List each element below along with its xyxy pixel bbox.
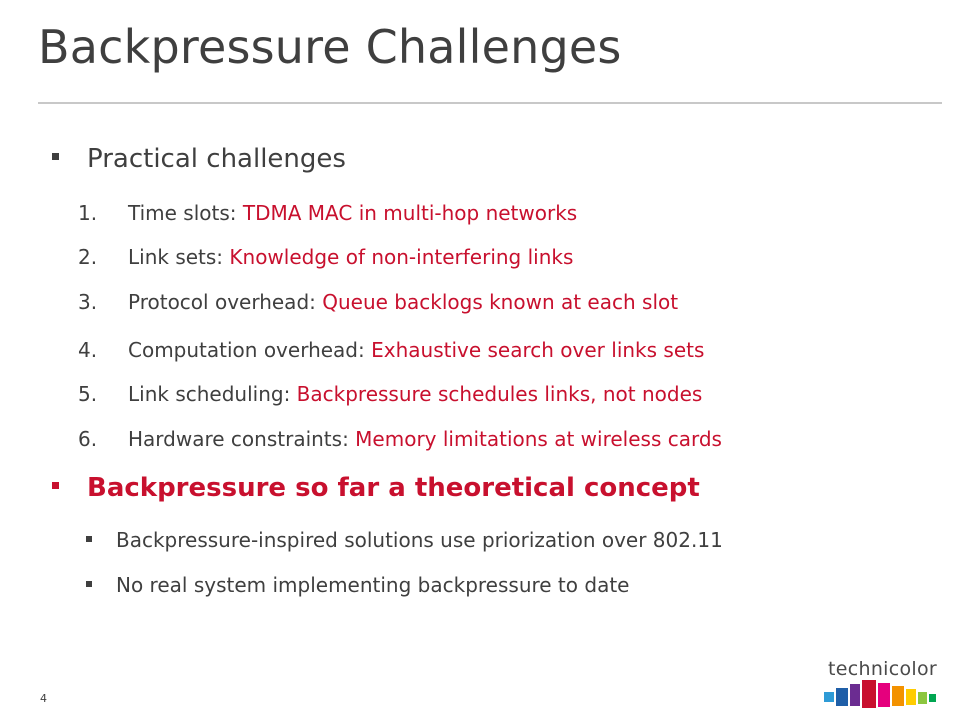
item-detail: Memory limitations at wireless cards — [355, 427, 722, 451]
square-bullet-icon — [86, 581, 92, 587]
item-label: Link sets: — [128, 245, 224, 269]
item-detail: Knowledge of non-interfering links — [229, 245, 574, 269]
square-bullet-icon — [52, 153, 59, 160]
item-number: 3. — [78, 290, 98, 314]
bullet-practical-challenges — [52, 144, 346, 174]
technicolor-logo-text: technicolor — [828, 658, 938, 680]
sub-bullet-text: Backpressure-inspired solutions use priorization over 802.11 — [116, 528, 723, 552]
item-label: Link scheduling: — [128, 382, 291, 406]
sub-bullet — [86, 528, 723, 552]
sub-bullet — [86, 573, 629, 597]
item-number: 1. — [78, 201, 98, 225]
item-detail: Exhaustive search over links sets — [371, 338, 705, 362]
item-number: 4. — [78, 338, 98, 362]
list-item — [78, 201, 577, 225]
slide-title: Backpressure Challenges — [38, 20, 622, 74]
item-label: Time slots: — [128, 201, 237, 225]
list-item — [78, 382, 702, 406]
page-number: 4 — [40, 692, 47, 705]
list-item — [78, 290, 678, 314]
list-item — [78, 338, 704, 362]
technicolor-logo-icon — [822, 680, 942, 712]
item-label: Computation overhead: — [128, 338, 365, 362]
item-label: Protocol overhead: — [128, 290, 316, 314]
square-bullet-icon — [52, 482, 59, 489]
list-item — [78, 245, 573, 269]
item-detail: Queue backlogs known at each slot — [322, 290, 679, 314]
item-detail: TDMA MAC in multi-hop networks — [242, 201, 578, 225]
sub-bullet-text: No real system implementing backpressure to date — [116, 573, 630, 597]
list-item — [78, 427, 722, 451]
item-number: 5. — [78, 382, 98, 406]
bullet-theoretical-concept — [52, 473, 700, 503]
item-detail: Backpressure schedules links, not nodes — [296, 382, 703, 406]
item-label: Hardware constraints: — [128, 427, 349, 451]
item-number: 2. — [78, 245, 98, 269]
section-heading: Backpressure so far a theoretical concept — [87, 473, 700, 503]
square-bullet-icon — [86, 536, 92, 542]
item-number: 6. — [78, 427, 98, 451]
title-divider — [38, 102, 942, 104]
section-heading: Practical challenges — [87, 144, 346, 174]
